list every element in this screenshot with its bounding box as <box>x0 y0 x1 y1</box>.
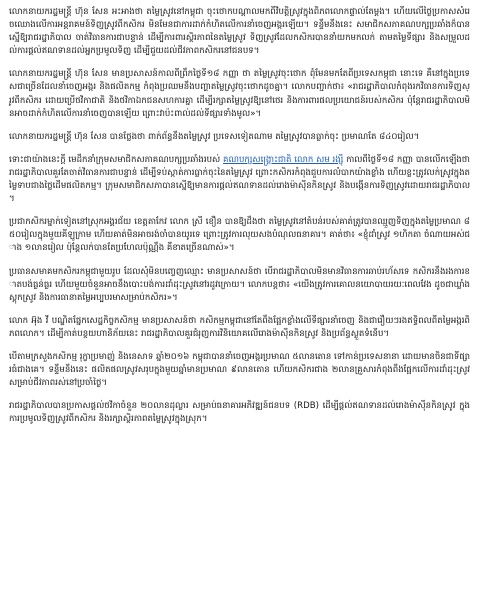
article-paragraph-8: បើតាមក្រសួងកសិកម្ម រុក្ខាប្រមាញ់ និងនេសាទ ឆ្នាំ២០១៦ កម្ពុជាបាននាំចេញអង្ករប្រមាណ ៥លានតោន ទៅកាន់ប្រទេសនានា ដោយមានចិនជាទីផ្សារធំជាងគេ។ ទន្ទឹមនឹងនេះ ផលិតផលស្រូវសរុបក្នុងមួយឆ្នាំមានប្រមាណ ៩លានតោន ហើយកសិករជាង ២លានគ្រួសារកំពុងពឹងផ្អែកលើការដាំដុះស្រូវសម្រាប់ជីវភាពរស់នៅប្រចាំថ្ងៃ។ <box>9 351 470 389</box>
article-paragraph-5: ប្រជាកសិករម្នាក់ទៀតនៅស្រុកអង្គរជ័យ ខេត្តតាកែវ លោក ស្រី ខឿន បានឱ្យដឹងថា តម្លៃស្រូវនៅតំបន់របស់គាត់ត្រូវបានឈ្មួញទិញក្នុងតម្លៃប្រមាណ ៨៥០រៀលក្នុងមួយគីឡូក្រាម ហើយគាត់មិនអាចរង់ចាំបានយូរទេ ព្រោះត្រូវការលុយសងបំណុលធនាគារ។ គាត់ថា៖ «ខ្ញុំដាំស្រូវ ១ហិកតា ចំណាយអស់ជាង ១លានរៀល ប៉ុន្តែលក់បានតែប្រហែលប៉ុណ្ណឹង គឺខាតច្រើនណាស់»។ <box>9 217 470 254</box>
article-paragraph-2: លោកនាយករដ្ឋមន្ត្រី ហ៊ុន សែន មានប្រសាសន៍កាលពីព្រឹកថ្ងៃទី១៨ កញ្ញា ថា តម្លៃស្រូវចុះថោក ពុំមែនមកតែពីប្រទេសកម្ពុជា នោះទេ គឺនៅក្នុងប្រទេសជាច្រើនដែលនាំចេញអង្ករ និងផលិតកម្ម កំពុងប្រឈមនឹងបញ្ហាតម្លៃស្រូវចុះថោកដូចគ្នា។ លោកបញ្ជាក់ថា៖ «រាជរដ្ឋាភិបាលកំពុងរកវិធានការទិញស្រូវពីកសិករ ដោយប្រើថវិកាជាតិ និងថវិកាឯកជនសហការគ្នា ដើម្បីរក្សាតម្លៃស្រូវឱ្យនៅថេរ និងការពារផលប្រយោជន៍របស់កសិករ ប៉ុន្តែរាជរដ្ឋាភិបាលមិនអាចដាក់កំហិតលើការនាំចេញបានឡើយ ព្រោះវាប៉ះពាល់ដល់ទីផ្សារទាំងមូល»។ <box>9 69 470 119</box>
article-paragraph-3: លោកនាយករដ្ឋមន្ត្រី ហ៊ុន សែន បានថ្លែងថា ពាក់ព័ន្ធនឹងតម្លៃស្រូវ ប្រទេសទៀតណាម តម្លៃស្រូវបានធ្លាក់ចុះ ប្រមាណតែ ៨៤០រៀល។ <box>9 131 420 142</box>
article-paragraph-6: ប្រធានសមាគមកសិករកម្ពុជាមួយរូប ដែលសុំមិនបញ្ចេញឈ្មោះ មានប្រសាសន៍ថា បើរាជរដ្ឋាភិបាលមិនមានវិធានការឆាប់រហ័សទេ កសិករនឹងរងការខាតបង់ធ្ងន់ធ្ងរ ហើយមួយចំនួនអាចនឹងបោះបង់ការដាំដុះស្រូវនៅរដូវក្រោយ។ លោកបន្តថា៖ «យើងត្រូវការគោលនយោបាយរយៈពេលវែង ដូចជាឃ្លាំងស្តុកស្រូវ និងការធានាតម្លៃអប្បបរមាសម្រាប់កសិករ»។ <box>9 266 470 303</box>
article-paragraph-9: រាជរដ្ឋាភិបាលបានប្រកាសផ្ដល់ថវិកាចំនួន ២០លានដុល្លារ សម្រាប់ធនាគារអភិវឌ្ឍន៍ជនបទ (RDB) ដើម្បីផ្ដល់ឥណទានដល់រោងម៉ាស៊ីនកិនស្រូវ ក្នុងការប្រមូលទិញស្រូវពីកសិករ និងរក្សាស្ថិរភាពតម្លៃស្រូវក្នុងស្រុក។ <box>9 401 470 425</box>
article-paragraph-1: លោកនាយករដ្ឋមន្ត្រី ហ៊ុន សែន អះអាងថា តម្លៃស្រូវនៅកម្ពុជា ចុះថោកបណ្ដាលមកពីវិបត្តិស្រូវក្នុងពិភពលោកផ្ទាល់តែម្ដង។ ហើយលើថ្ងៃប្រកាសសំរេចឈោងលើការអន្តរាគមន៍ទិញស្រូវពីកសិករ មិនមែនជាការដាក់កំហិតលើការនាំចេញអង្ករឡើយ។ ទន្ទឹមនឹងនេះ សមាជិកសភាគណបក្សប្រឆាំងក៏បានស្នើឱ្យរាជរដ្ឋាភិបាល ចាត់វិធានការជាបន្ទាន់ ដើម្បីការពារស្ថិរភាពនៃតម្លៃស្រូវ ទិញស្រូវដែលកសិករបាននាំយកមកលក់ តាមតម្លៃទីផ្សារ និងសម្រួលដល់ការផ្ដល់ឥណទានដល់អ្នកប្រមូលទិញ ដើម្បីជួយដល់ជីវភាពកសិករនៅជនបទ។ <box>9 7 470 57</box>
paragraph-text-after-link: កាលពីថ្ងៃទី១៨ កញ្ញា បានលើកឡើងថា រាជរដ្ឋាភិបាលគួរតែចាត់វិធានការជាបន្ទាន់ ដើម្បីទប់ស្កាត់ការធ្លាក់ចុះនៃតម្លៃស្រូវ ព្រោះកសិករកំពុងជួបការលំបាកយ៉ាងខ្លាំង ហើយខ្លះត្រូវលក់ស្រូវក្នុងតម្លៃទាបជាងថ្លៃដើមផលិតកម្ម។ ក្រុមសមាជិកសភាបានស្នើឱ្យមានការផ្ដល់ឥណទានដល់រោងម៉ាស៊ីនកិនស្រូវ និងបង្កើនការទិញស្រូវដោយរាជរដ្ឋាភិបាល។ <box>9 154 470 205</box>
article-paragraph-7: លោក អ៊ុង វី បណ្ឌិតផ្នែកសេដ្ឋកិច្ចកសិកម្ម មានប្រសាសន៍ថា កសិកម្មកម្ពុជានៅតែពឹងផ្អែកខ្លាំងលើទីផ្សារនាំចេញ និងជារឿយៗរងឥទ្ធិពលពីតម្លៃអង្ករពិភពលោក។ ដើម្បីកាត់បន្ថយហានិភ័យនេះ រាជរដ្ឋាភិបាលគួរជំរុញការវិនិយោគលើរោងម៉ាស៊ីនកិនស្រូវ និងប្រព័ន្ធស្ងួតទំនើប។ <box>9 315 470 339</box>
party-link[interactable]: គណបក្សសង្គ្រោះជាតិ លោក សម រង្ស៊ី <box>223 154 344 165</box>
article-paragraph-4 <box>9 154 470 206</box>
paragraph-text-before-link: ទោះជាយ៉ាងនេះក្ដី មេដឹកនាំក្រុមសមាជិកសភាគណបក្សប្រឆាំងរបស់ <box>9 154 224 165</box>
